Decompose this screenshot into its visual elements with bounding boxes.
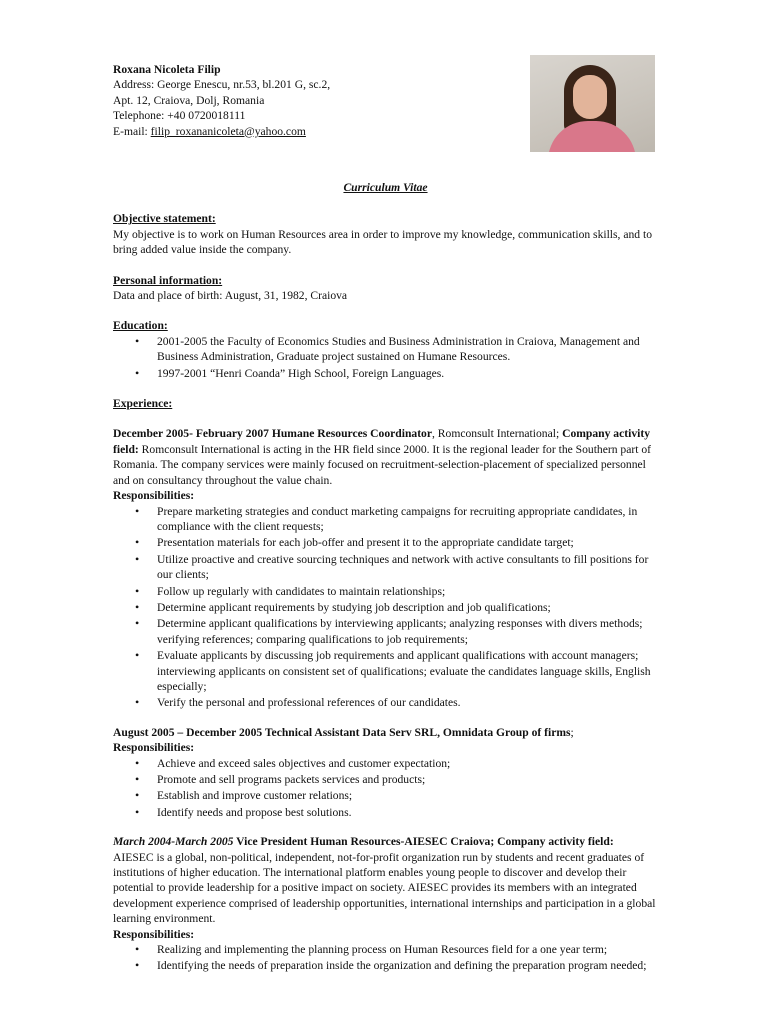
job-title: August 2005 – December 2005 Technical Assistant Data Serv SRL, Omnidata Group of firms: [113, 725, 571, 739]
education-section: [113, 318, 658, 381]
list-item: • Realizing and implementing the planning process on Human Resources field for a one year term;: [157, 942, 658, 957]
field-text: AIESEC is a global, non-political, independent, not-for-profit organization run by students and recent graduates of institutions of higher education. The international platform enables young people to discover and develop their potential to provide leadership for a positive impact on society. AIESEC provides its members with an integrated development experience comprised of leadership opportunities, international internships and participation in a global learning environment.: [113, 850, 656, 926]
list-item: • Identifying the needs of preparation inside the organization and defining the preparation program needed;: [157, 958, 658, 973]
job-romconsult-intro: [113, 426, 658, 488]
job-company: , Romconsult International;: [432, 427, 563, 441]
education-heading: Education:: [113, 319, 168, 333]
job-title: December 2005- February 2007 Humane Resources Coordinator: [113, 427, 432, 441]
job-aiesec-intro: [113, 834, 658, 849]
list-item: • Promote and sell programs packets services and products;: [157, 772, 658, 787]
candidate-name: Roxana Nicoleta Filip: [113, 63, 221, 76]
job-title: Vice President Human Resources-AIESEC Craiova; Company activity field:: [233, 835, 614, 849]
responsibilities-label: Responsibilities:: [113, 741, 195, 755]
email-link[interactable]: filip_roxananicoleta@yahoo.com: [150, 124, 306, 138]
list-item: • Utilize proactive and creative sourcing techniques and network with active consultants to fill positions for our clients;: [157, 552, 658, 583]
objective-heading: Objective statement:: [113, 212, 216, 226]
responsibilities-list: [113, 504, 658, 711]
responsibilities-label: Responsibilities:: [113, 489, 195, 503]
cv-title: Curriculum Vitae: [343, 181, 428, 194]
list-item: • 2001-2005 the Faculty of Economics Studies and Business Administration in Craiova, Management and Business Administration, Graduate project sustained on Humane Resources.: [157, 334, 658, 365]
list-item: • Determine applicant requirements by studying job description and job qualifications;: [157, 600, 658, 615]
personal-text: Data and place of birth: August, 31, 1982, Craiova: [113, 289, 348, 303]
education-list: [113, 334, 658, 381]
field-text: Romconsult International is acting in the HR field since 2000. It is the regional leader for the Southern part of Romania. The company services were mainly focused on recruitment-selection-placement of specialized personnel and on consultancy throughout the value chain.: [113, 442, 652, 487]
objective-text: My objective is to work on Human Resources area in order to improve my knowledge, communication skills, and to bring added value inside the company.: [113, 227, 652, 257]
email-row: [113, 124, 658, 139]
list-item: • Determine applicant qualifications by interviewing applicants; analyzing responses with divers methods; verifying references; comparing qualifications to job requirements;: [157, 616, 658, 647]
personal-section: [113, 273, 658, 304]
cv-document: [113, 62, 658, 988]
field-label: Company activity field:: [113, 427, 651, 456]
personal-heading: Personal information:: [113, 273, 223, 287]
email-label: E-mail:: [113, 124, 151, 138]
list-item: • 1997-2001 “Henri Coanda” High School, Foreign Languages.: [157, 366, 658, 381]
responsibilities-list: [113, 942, 658, 974]
job-dataserv: [113, 725, 658, 820]
experience-section: [113, 396, 658, 411]
job-suffix: ;: [570, 725, 574, 739]
list-item: • Prepare marketing strategies and conduct marketing campaigns for recruiting appropriate candidates, in compliance with the client requests;: [157, 504, 658, 535]
list-item: • Verify the personal and professional references of our candidates.: [157, 695, 658, 710]
responsibilities-label: Responsibilities:: [113, 927, 195, 941]
job-period: March 2004-March 2005: [113, 835, 234, 849]
address-line-2: Apt. 12, Craiova, Dolj, Romania: [113, 93, 265, 107]
telephone: Telephone: +40 0720018111: [113, 109, 246, 123]
list-item: • Identify needs and propose best solutions.: [157, 805, 658, 820]
job-aiesec: [113, 834, 658, 974]
experience-heading: Experience:: [113, 397, 173, 411]
list-item: • Follow up regularly with candidates to maintain relationships;: [157, 584, 658, 599]
list-item: • Presentation materials for each job-offer and present it to the appropriate candidate target;: [157, 535, 658, 550]
list-item: • Establish and improve customer relations;: [157, 788, 658, 803]
job-dataserv-intro: [113, 725, 658, 740]
objective-section: [113, 211, 658, 257]
responsibilities-list: [113, 756, 658, 821]
list-item: • Achieve and exceed sales objectives and customer expectation;: [157, 756, 658, 771]
list-item: • Evaluate applicants by discussing job requirements and applicant qualifications with account managers; interviewing applicants on consistent set of qualifications; evaluate the candidates language skills, English especially;: [157, 648, 658, 694]
address-line-1: Address: George Enescu, nr.53, bl.201 G, sc.2,: [113, 78, 331, 92]
job-romconsult: [113, 426, 658, 710]
contact-header: [113, 62, 658, 168]
